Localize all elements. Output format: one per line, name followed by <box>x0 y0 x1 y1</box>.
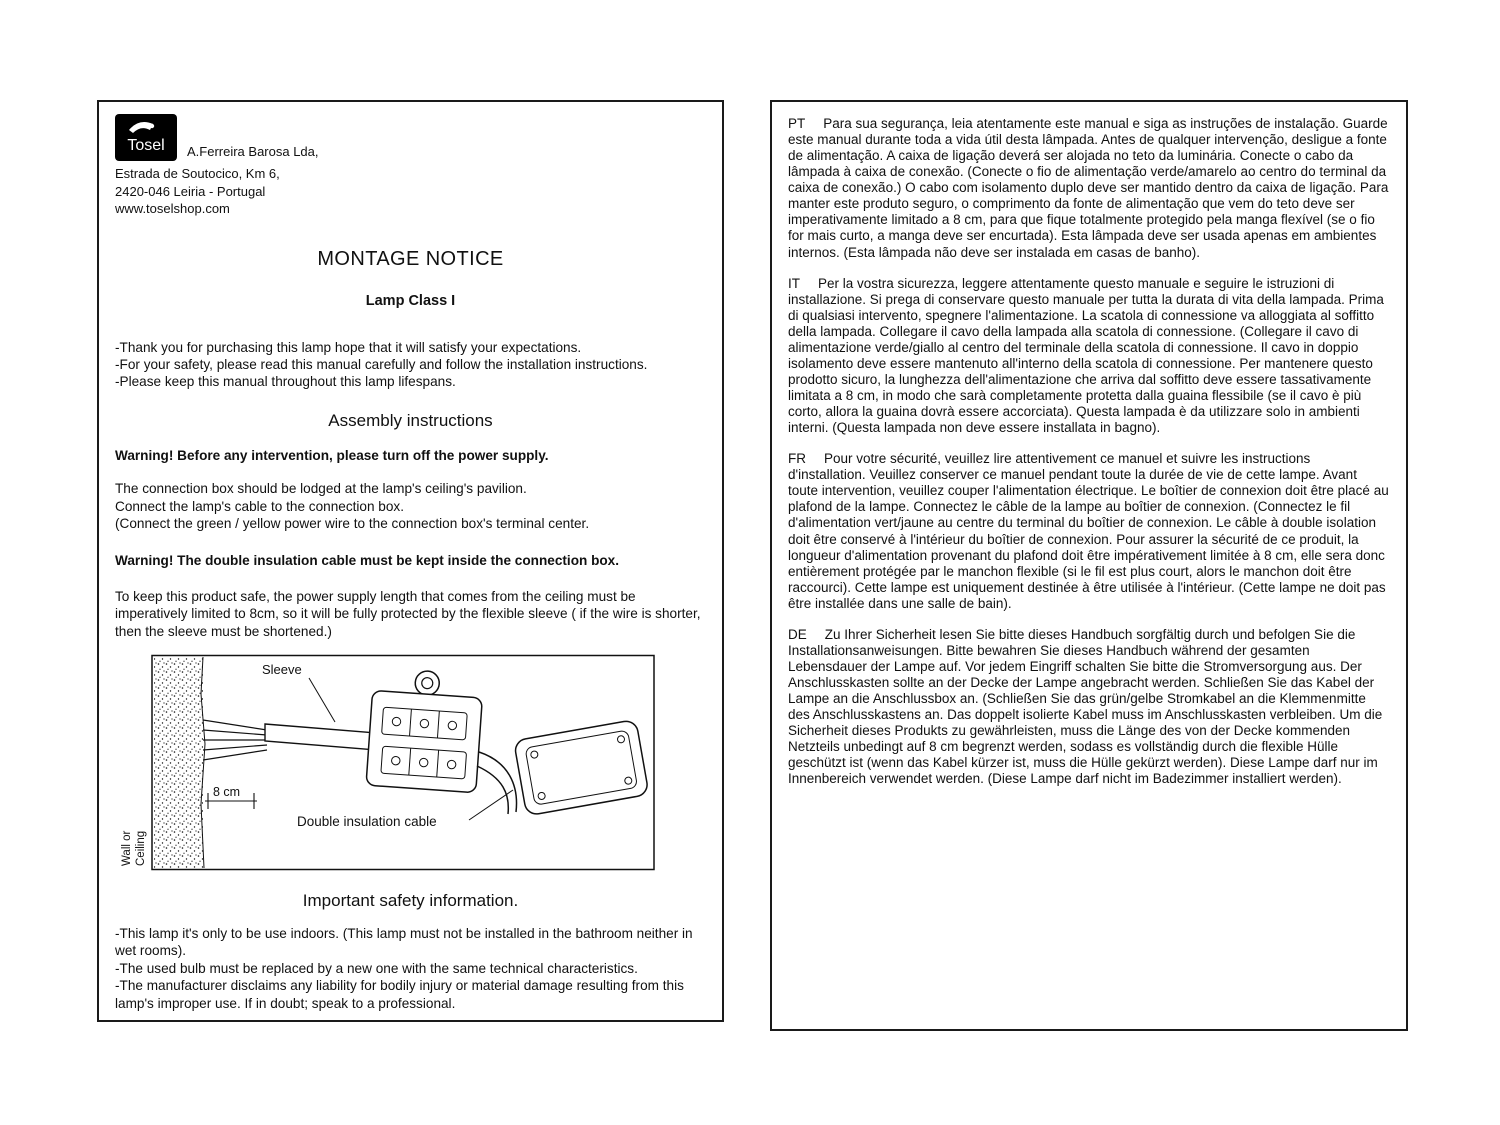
translation-section-fr <box>788 451 1390 612</box>
connection-instruction-line: (Connect the green / yellow power wire to the connection box's terminal center. <box>115 515 590 531</box>
connection-instructions <box>115 480 706 532</box>
address-line: Estrada de Soutocico, Km 6, <box>115 166 280 181</box>
assembly-heading: Assembly instructions <box>328 410 493 430</box>
translation-section-it <box>788 276 1390 437</box>
website-text: www.toselshop.com <box>115 201 230 217</box>
safety-line: -The used bulb must be replaced by a new one with the same technical characteristics. <box>115 960 638 976</box>
address-line: 2420-046 Leiria - Portugal <box>115 183 266 199</box>
installation-diagram <box>115 654 706 877</box>
language-code: FR <box>788 451 806 467</box>
warning-double-insulation: Warning! The double insulation cable must be kept inside the connection box. <box>115 553 620 569</box>
dimension-label: 8 cm <box>213 784 241 799</box>
safety-heading: Important safety information. <box>302 890 519 910</box>
translation-section-pt <box>788 116 1390 261</box>
montage-notice-page <box>97 100 724 1022</box>
language-code: DE <box>788 626 807 642</box>
sleeve-length-paragraph: To keep this product safe, the power supply length that comes from the ceiling must be imperatively limited to 8cm, so it will be fully protected by the flexible sleeve ( if the wire is shorter, then the sleeve must be shortened.) <box>115 588 701 639</box>
lamp-class-subtitle: Lamp Class I <box>365 292 456 309</box>
svg-text:Wall or: Wall or <box>121 830 133 866</box>
translation-text: Per la vostra sicurezza, leggere attentamente questo manuale e seguire le istruzioni di installazione. Si prega di conservare questo manuale per tutta la durata di vita della lampada. Prima di qualsiasi intervento, spegnere l'alimentazione. La scatola di connessione va alloggiata al soffitto della lampada. Collegare il cavo della lampada alla scatola di connessione. (Collegare il cavo di alimentazione verde/giallo al centro del terminale della scatola di connessione. Il cavo in doppio isolamento deve essere mantenuto all'interno della scatola di connessione. Per mantenere questo prodotto sicuro, la lunghezza dell'alimentazione che arriva dal soffitto deve essere tassativamente limitata a 8 cm, in modo che sarà completamente protetta dalla guaina flessibile (se il cavo è più corto, allora la guaina dovrà essere accorciata). Questa lampada è da utilizzare solo in ambienti interni. (Questa lampada non deve essere installata in bagno). <box>788 275 1384 436</box>
safety-line: -The manufacturer disclaims any liability for bodily injury or material damage resulting from this lamp's improper use. If in doubt; speak to a professional. <box>115 978 684 1011</box>
page-title: MONTAGE NOTICE <box>317 247 504 270</box>
intro-line: -Please keep this manual throughout this lamp lifespans. <box>115 374 456 390</box>
brand-name: Tosel <box>127 137 165 154</box>
company-name: A.Ferreira Barosa Lda, <box>187 144 319 159</box>
translation-section-de <box>788 627 1390 788</box>
intro-line: -For your safety, please read this manual carefully and follow the installation instructions. <box>115 357 648 373</box>
wall-texture <box>154 657 203 868</box>
warning-power-supply: Warning! Before any intervention, please turn off the power supply. <box>115 447 549 463</box>
tosel-logo <box>115 114 177 161</box>
cable-label: Double insulation cable <box>297 813 437 829</box>
translation-text: Zu Ihrer Sicherheit lesen Sie bitte dieses Handbuch sorgfältig durch und befolgen Sie die Installationsanweisungen. Bitte bewahren Sie dieses Handbuch während der gesamten Lebensdauer der Lampe auf. Vor jedem Eingriff schalten Sie bitte die Stromversorgung aus. Der Anschlusskasten sollte an der Decke der Lampe angebracht werden. Schließen Sie das Kabel der Lampe an die Anschlussbox an. (Schließen Sie das grün/gelbe Stromkabel an die Klemmenmitte des Anschlusskastens an. Das doppelt isolierte Kabel muss im Anschlusskasten verbleiben. Um die Sicherheit dieses Produkts zu gewährleisten, muss die Länge des von der Decke kommenden Netzteils unbedingt auf 8 cm begrenzt werden, sodass es vollständig durch die flexible Hülle geschützt ist (wenn das Kabel kürzer ist, muss die Hülle gekürzt werden). Diese Lampe darf nur im Innenbereich verwendet werden. (Diese Lampe darf nicht im Badezimmer installiert werden). <box>788 626 1383 787</box>
translation-text: Pour votre sécurité, veuillez lire attentivement ce manuel et suivre les instructions d'installation. Veuillez conserver ce manuel pendant toute la durée de vie de cette lampe. Avant toute intervention, veuillez couper l'alimentation électrique. Le boîtier de connexion doit être placé au plafond de la lampe. Connectez le câble de la lampe au boîtier de connexion. (Connectez le fil d'alimentation vert/jaune au centre du terminal du boîtier de connexion. Le câble à double isolation doit être conservé à l'intérieur du boîtier de connexion. Pour assurer la sécurité de ce produit, la longueur d'alimentation provenant du plafond doit être impérativement limitée à 8 cm, elle sera donc entièrement protégée par le manchon flexible (si le fil est plus court, alors le manchon doit être raccourci). Cette lampe est uniquement destinée à être utilisée à l'intérieur. (Cette lampe ne doit pas être installée dans une salle de bain). <box>788 451 1389 611</box>
sleeve-label: Sleeve <box>262 661 302 677</box>
brand-header <box>115 114 706 161</box>
connection-instruction-line: Connect the lamp's cable to the connection box. <box>115 498 404 514</box>
translations-page <box>770 100 1408 1031</box>
safety-line: -This lamp it's only to be use indoors. (This lamp must not be installed in the bathroom neither in wet rooms). <box>115 925 693 959</box>
translation-text: Para sua segurança, leia atentamente este manual e siga as instruções de instalação. Guarde este manual durante toda a vida útil desta lâmpada. Antes de qualquer intervenção, desligue a fonte de alimentação. A caixa de ligação deverá ser alojada no teto da luminária. Conecte o cabo da lâmpada à caixa de conexão. (Conecte o fio de alimentação verde/amarelo ao centro do terminal da caixa de conexão.) O cabo com isolamento duplo deve ser mantido dentro da caixa de ligação. Para manter este produto seguro, o comprimento da fonte de alimentação que vem do teto deve ser imperativamente limitado a 8 cm, para que fique totalmente protegido pela manga flexível (se o fio for mais curto, a manga deve ser encurtada). Esta lâmpada deve ser usada apenas em ambientes internos. (Esta lâmpada não deve ser instalada em casas de banho). <box>788 116 1389 260</box>
language-code: IT <box>788 275 800 291</box>
wall-ceiling-label <box>121 830 147 866</box>
connection-instruction-line: The connection box should be lodged at the lamp's ceiling's pavilion. <box>115 481 527 497</box>
svg-text:Ceiling: Ceiling <box>135 830 147 866</box>
intro-line: -Thank you for purchasing this lamp hope that it will satisfy your expectations. <box>115 339 582 355</box>
intro-block <box>115 339 706 391</box>
lamp-icon <box>117 116 175 159</box>
language-code: PT <box>788 116 806 131</box>
company-address <box>115 165 706 218</box>
safety-block <box>115 925 706 1012</box>
